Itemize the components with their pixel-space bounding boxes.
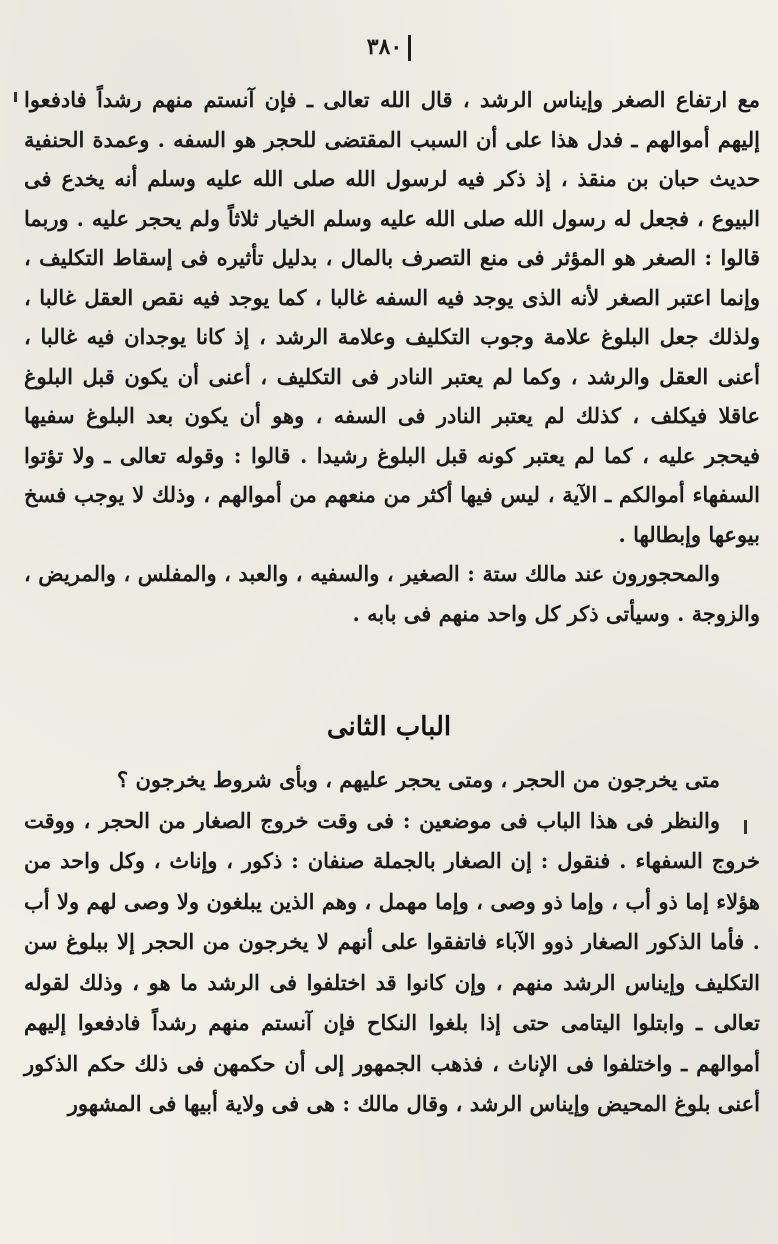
paragraph: والمحجورون عند مالك ستة : الصغير ، والسفيه ، والعبد ، والمفلس ، والمريض ، والزوجة . وسيأتى ذكر كل واحد منهم فى بابه . [24, 561, 760, 626]
page-number-text: ٣٨٠ [366, 34, 403, 60]
paragraph: متى يخرجون من الحجر ، ومتى يحجر عليهم ، وبأى شروط يخرجون ؟ [117, 767, 720, 792]
page-number-rule [408, 35, 411, 61]
chapter-title: الباب الثانى [326, 712, 452, 742]
page-number [0, 34, 778, 61]
intro-text-block [24, 80, 760, 633]
margin-mark [744, 820, 747, 834]
paragraph: مع ارتفاع الصغر وإيناس الرشد ، قال الله تعالى ـ فإن آنستم منهم رشداً فادفعوا إليهم أموالهم ـ فدل هذا على أن السبب المقتضى للحجر هو السفه . وعمدة الحنفية حديث حبان بن منقذ ، إذ ذكر فيه لرسول الله صلى الله عليه وسلم أنه يخدع فى البيوع ، فجعل له رسول الله صلى الله عليه وسلم الخيار ثلاثاً ولم يحجر عليه . وربما قالوا : الصغر هو المؤثر فى منع التصرف بالمال ، بدليل تأثيره فى إسقاط التكليف ، وإنما اعتبر الصغر لأنه الذى يوجد فيه السفه غالبا ، كما يوجد فيه نقص العقل غالبا ، ولذلك جعل البلوغ علامة وجوب التكليف وعلامة الرشد ، إذ كانا يوجدان فيه غالبا ، أعنى العقل والرشد ، وكما لم يعتبر النادر فى التكليف ، أعنى أن يكون قبل البلوغ عاقلا فيكلف ، كذلك لم يعتبر النادر فى السفه ، وهو أن يكون بعد البلوغ سفيها فيحجر عليه ، كما لم يعتبر كونه قبل البلوغ رشيدا . قالوا : وقوله تعالى ـ ولا تؤتوا السفهاء أموالكم ـ الآية ، ليس فيها أكثر من منعهم من أموالهم ، وذلك لا يوجب فسخ بيوعها وإبطالها . [24, 87, 760, 547]
margin-mark [14, 92, 17, 102]
paragraph: والنظر فى هذا الباب فى موضعين : فى وقت خروج الصغار من الحجر ، ووقت خروج السفهاء . فنقول : إن الصغار بالجملة صنفان : ذكور ، وإناث ، وكل واحد من هؤلاء إما ذو أب ، وإما ذو وصى ، وإما مهمل ، وهم الذين يبلغون ولا وصى لهم ولا أب . فأما الذكور الصغار ذوو الآباء فاتفقوا على أنهم لا يخرجون من الحجر إلا ببلوغ سن التكليف وإيناس الرشد منهم ، وإن كانوا قد اختلفوا فى الرشد ما هو ، وذلك لقوله تعالى ـ وابتلوا اليتامى حتى إذا بلغوا النكاح فإن آنستم منهم رشداً فادفعوا إليهم أموالهم ـ واختلفوا فى الإناث ، فذهب الجمهور إلى أن حكمهن فى ذلك حكم الذكور أعنى بلوغ المحيض وإيناس الرشد ، وقال مالك : هى فى ولاية أبيها فى المشهور [24, 807, 760, 1116]
chapter-text-block [24, 760, 760, 1125]
